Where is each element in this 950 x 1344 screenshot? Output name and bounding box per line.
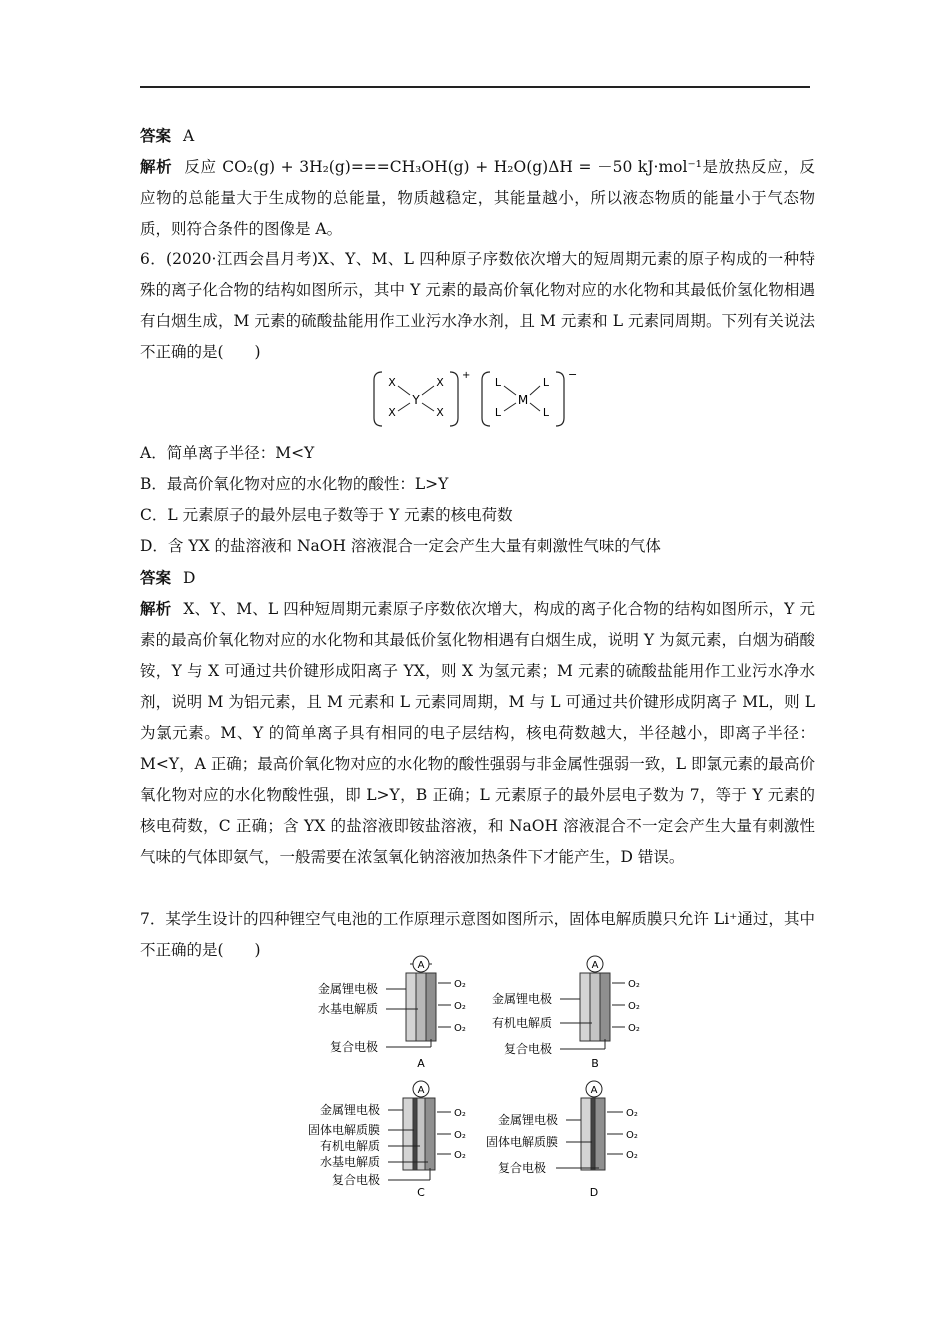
anion-ligand: L xyxy=(542,376,550,389)
analysis-label: 解析 xyxy=(140,599,172,618)
o2-label: O₂ xyxy=(628,979,640,990)
label-composite-electrode: 复合电极 xyxy=(504,1042,553,1056)
label-solid-membrane: 固体电解质膜 xyxy=(308,1123,381,1137)
label-aqueous-electrolyte: 水基电解质 xyxy=(318,1002,379,1016)
o2-label: O₂ xyxy=(628,1023,640,1034)
o2-label: O₂ xyxy=(626,1108,638,1119)
answer-label: 答案 xyxy=(140,126,172,145)
analysis-6 xyxy=(140,593,815,873)
cation-ligand: X xyxy=(388,376,396,389)
question-7-stem: 7．某学生设计的四种锂空气电池的工作原理示意图如图所示，固体电解质膜只允许 Li⁺通过，其中不正确的是( ) xyxy=(140,910,815,959)
answer-label: 答案 xyxy=(140,568,172,587)
answer-value: D xyxy=(183,569,196,587)
label-organic-electrolyte: 有机电解质 xyxy=(492,1016,553,1030)
anion-center: M xyxy=(517,393,529,407)
label-organic-electrolyte: 有机电解质 xyxy=(320,1139,381,1153)
cell-letter: C xyxy=(417,1186,425,1199)
anion-ligand: L xyxy=(494,376,502,389)
cation-charge: + xyxy=(462,370,471,381)
label-lithium-electrode: 金属锂电极 xyxy=(498,1113,559,1127)
o2-label: O₂ xyxy=(454,1023,466,1034)
analysis-text: X、Y、M、L 四种短周期元素原子序数依次增大，构成的离子化合物的结构如图所示，Y 元素的最高价氧化物对应的水化物和其最低价氢化物相遇有白烟生成，说明 Y 为氮元素，白烟为硝酸铵，Y 与 X 可通过共价键形成阳离子 YX，则 X 为氢元素；M 元素的硫酸盐能用作工业污水净水剂，说明 M 为铝元素，且 M 元素和 L 元素同周期，M 与 L 可通过共价键形成阴离子 ML，则 L 为氯元素。M、Y 的简单离子具有相同的电子层结构，核电荷数越大，半径越小，即离子半径：M<Y，A 正确；最高价氧化物对应的水化物的酸性强弱与非金属性强弱一致，L 即氯元素的最高价氧化物对应的水化物酸性强，即 L>Y，B 正确；L 元素原子的最外层电子数为 7，等于 Y 元素的核电荷数，C 正确；含 YX 的盐溶液即铵盐溶液，和 NaOH 溶液混合不一定会产生大量有刺激性气味的气体即氨气，一般需要在浓氢氧化钠溶液加热条件下才能产生，D 错误。 xyxy=(140,600,815,866)
ammeter-icon: A xyxy=(417,960,425,971)
o2-label: O₂ xyxy=(454,1108,466,1119)
cell-letter: B xyxy=(591,1057,599,1070)
cation-center: Y xyxy=(412,393,420,407)
anion-ligand: L xyxy=(542,406,550,419)
ammeter-icon: A xyxy=(417,1085,425,1096)
option-b: B．最高价氧化物对应的水化物的酸性：L>Y xyxy=(140,475,449,493)
analysis-label: 解析 xyxy=(140,157,173,176)
cation-ligand: X xyxy=(436,376,444,389)
answer-5 xyxy=(140,120,815,152)
label-composite-electrode: 复合电极 xyxy=(498,1161,547,1175)
answer-6 xyxy=(140,562,815,594)
analysis-5 xyxy=(140,151,815,245)
header-rule xyxy=(140,86,810,88)
cation-ligand: X xyxy=(436,406,444,419)
answer-value: A xyxy=(183,127,195,145)
option-c: C．L 元素原子的最外层电子数等于 Y 元素的核电荷数 xyxy=(140,506,513,524)
o2-label: O₂ xyxy=(454,1001,466,1012)
anion-ligand: L xyxy=(494,406,502,419)
analysis-text: 反应 CO₂(g) + 3H₂(g)===CH₃OH(g) + H₂O(g)ΔH = －50 kJ·mol⁻¹是放热反应，反应物的总能量大于生成物的总能量，物质越稳定，其能量越小，所以液态物质的能量小于气态物质，则符合条件的图像是 A。 xyxy=(140,158,815,238)
cation-ligand: X xyxy=(388,406,396,419)
o2-label: O₂ xyxy=(626,1130,638,1141)
o2-label: O₂ xyxy=(628,1001,640,1012)
label-lithium-electrode: 金属锂电极 xyxy=(318,982,379,996)
cell-letter: A xyxy=(417,1057,425,1070)
label-lithium-electrode: 金属锂电极 xyxy=(492,992,553,1006)
o2-label: O₂ xyxy=(454,979,466,990)
cell-diagram-b xyxy=(492,955,662,1073)
o2-label: O₂ xyxy=(626,1150,638,1161)
option-d: D．含 YX 的盐溶液和 NaOH 溶液混合一定会产生大量有刺激性气味的气体 xyxy=(140,537,661,555)
ammeter-icon: A xyxy=(590,1085,598,1096)
o2-label: O₂ xyxy=(454,1150,466,1161)
cell-diagram-a xyxy=(318,955,488,1073)
label-lithium-electrode: 金属锂电极 xyxy=(320,1103,381,1117)
question-6-stem: 6．(2020·江西会昌月考)X、Y、M、L 四种原子序数依次增大的短周期元素的原子构成的一种特殊的离子化合物的结构如图所示，其中 Y 元素的最高价氧化物对应的水化物和其最低价氢化物相遇有白烟生成，M 元素的硫酸盐能用作工业污水净水剂，且 M 元素和 L 元素同周期。下列有关说法不正确的是( ) xyxy=(140,250,815,361)
o2-label: O₂ xyxy=(454,1130,466,1141)
label-composite-electrode: 复合电极 xyxy=(332,1173,381,1187)
cell-diagram-d xyxy=(486,1080,656,1200)
label-composite-electrode: 复合电极 xyxy=(330,1040,379,1054)
ionic-structure-figure xyxy=(370,368,580,430)
ammeter-icon: A xyxy=(591,960,599,971)
cell-letter: D xyxy=(589,1186,599,1199)
label-aqueous-electrolyte: 水基电解质 xyxy=(320,1155,381,1169)
anion-charge: − xyxy=(568,368,578,381)
label-solid-membrane: 固体电解质膜 xyxy=(486,1135,559,1149)
cell-diagram-c xyxy=(308,1080,488,1200)
option-a: A．简单离子半径：M<Y xyxy=(140,444,315,462)
